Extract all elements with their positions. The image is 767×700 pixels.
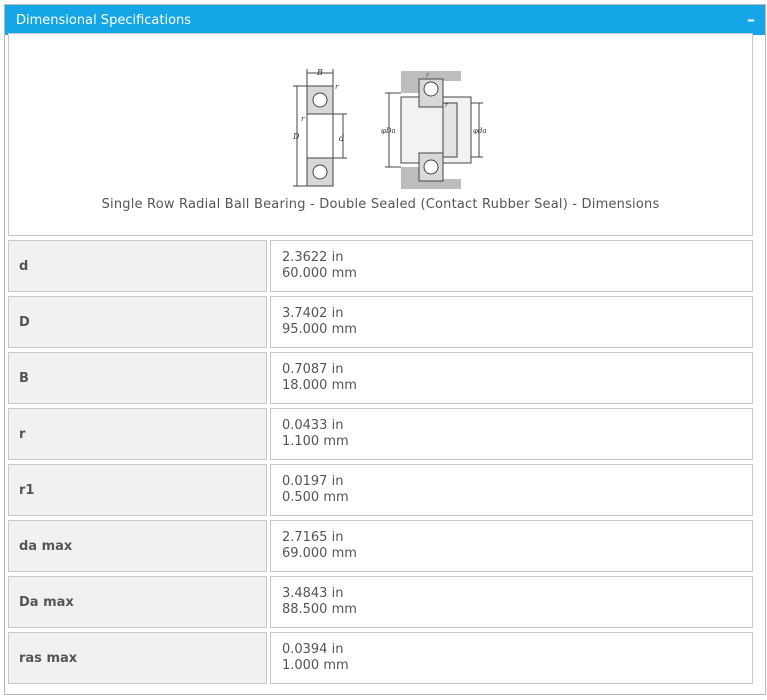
spec-value-in: 2.7165 in [281,530,344,545]
spec-value-in: 0.0394 in [281,642,344,657]
spec-value [270,632,753,684]
spec-value-mm: 1.100 mm [281,434,349,449]
collapse-icon[interactable]: – [747,10,755,29]
spec-label: Da max [8,576,267,628]
spec-value [270,520,753,572]
spec-value [270,352,753,404]
spec-value [270,464,753,516]
figure-caption: Single Row Radial Ball Bearing - Double Sealed (Contact Rubber Seal) - Dimensions [101,197,660,212]
spec-value-in: 0.0197 in [281,474,344,489]
spec-value-mm: 18.000 mm [281,378,357,393]
spec-row [8,350,753,406]
figure-box [8,33,753,236]
spec-label: ras max [8,632,267,684]
spec-label: r1 [8,464,267,516]
svg-text:φda: φda [473,127,487,135]
spec-label: d [8,240,267,292]
svg-text:d: d [339,134,345,143]
spec-row [8,294,753,350]
spec-label: da max [8,520,267,572]
svg-text:r: r [301,115,305,123]
spec-value-mm: 1.000 mm [281,658,349,673]
bearing-dimension-diagram-icon [285,59,488,191]
svg-text:B: B [317,68,323,77]
spec-value-mm: 0.500 mm [281,490,349,505]
spec-value-mm: 60.000 mm [281,266,357,281]
spec-value-mm: 69.000 mm [281,546,357,561]
svg-text:r: r [426,72,429,79]
spec-row [8,630,753,686]
spec-value-in: 3.7402 in [281,306,344,321]
panel-title: Dimensional Specifications [16,12,192,28]
spec-label: r [8,408,267,460]
spec-row [8,462,753,518]
svg-text:r: r [335,83,339,91]
spec-row [8,238,753,294]
spec-value-in: 0.0433 in [281,418,344,433]
spec-value-in: 2.3622 in [281,250,344,265]
spec-value [270,576,753,628]
spec-value-in: 3.4843 in [281,586,344,601]
spec-row [8,574,753,630]
spec-label: B [8,352,267,404]
spec-row [8,406,753,462]
svg-text:r: r [445,102,448,109]
spec-value-mm: 88.500 mm [281,602,357,617]
spec-value-in: 0.7087 in [281,362,344,377]
spec-label: D [8,296,267,348]
spec-table [8,238,753,686]
panel-header[interactable] [5,5,765,35]
spec-value [270,296,753,348]
spec-value [270,408,753,460]
spec-value-mm: 95.000 mm [281,322,357,337]
svg-text:φDa: φDa [381,127,396,135]
svg-text:D: D [293,132,300,141]
spec-row [8,518,753,574]
spec-value [270,240,753,292]
